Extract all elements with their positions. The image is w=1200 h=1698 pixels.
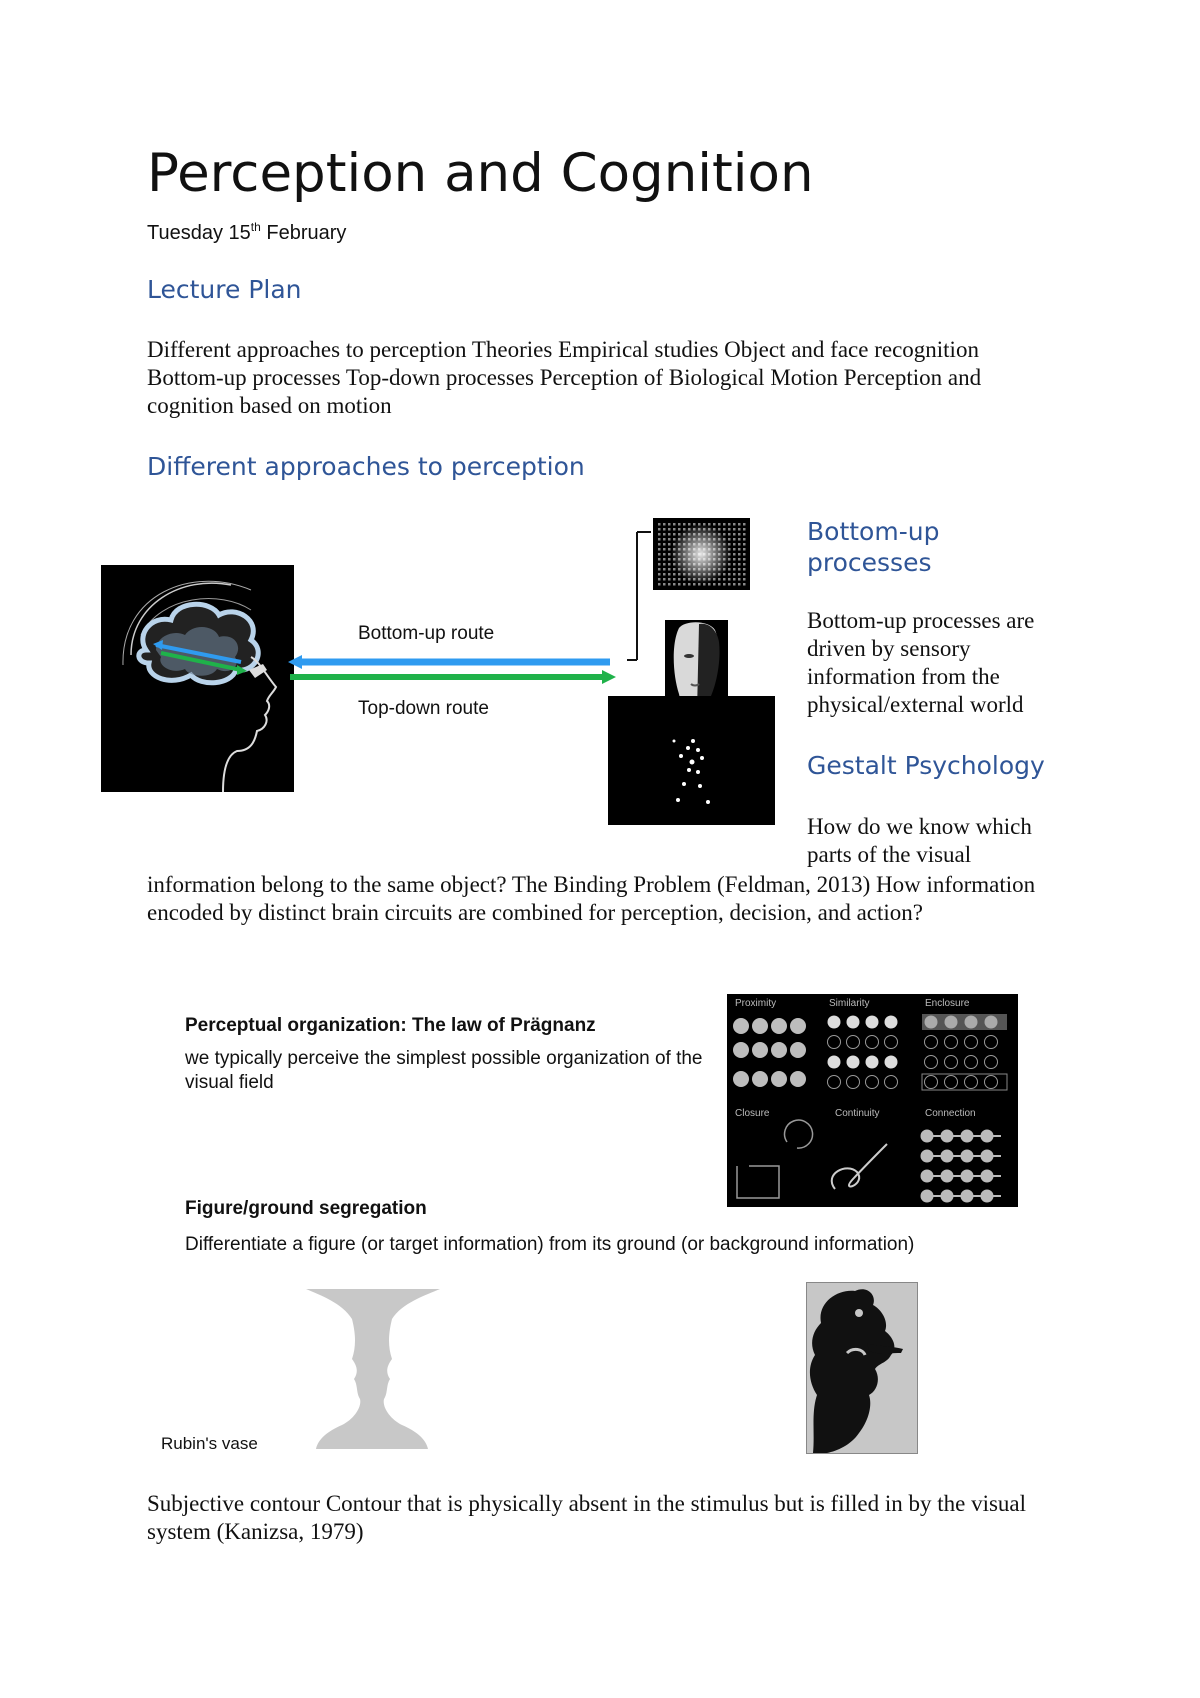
closure-label: Closure [735,1108,770,1119]
lecture-plan-text: Different approaches to perception Theories Empirical studies Object and face recognition Bottom-up processes Top-down processes Perception of Biological Motion Perception and cognition based on motion [147,337,982,418]
approaches-heading: Different approaches to perception [147,452,585,481]
bracket-connector [623,528,653,663]
proximity-label: Proximity [735,998,777,1009]
gestalt-heading: Gestalt Psychology [807,751,1045,780]
saxophonist-illusion-image [807,1283,917,1453]
route-arrows [288,655,618,685]
figure-ground-text: Differentiate a figure (or target information) from its ground (or background information) [185,1234,915,1255]
pragnanz-text: we typically perceive the simplest possible organization of the visual field [185,1048,703,1093]
connection-label: Connection [925,1108,976,1119]
sphere-illusion-image [653,518,750,590]
page-title: Perception and Cognition [147,143,814,204]
gestalt-text-full: information belong to the same object? The Binding Problem (Feldman, 2013) How information encoded by distinct brain circuits are combined for perception, decision, and action? [147,872,1036,925]
bottom-up-text: Bottom-up processes are driven by sensory information from the physical/external world [807,608,1035,717]
lecture-date: Tuesday 15th February [147,220,347,244]
top-down-route-label: Top-down route [358,698,489,719]
figure-ground-title: Figure/ground segregation [185,1198,427,1219]
bottom-up-heading: Bottom-up processes [807,517,940,577]
continuity-label: Continuity [835,1108,880,1119]
point-light-walker-image [608,696,775,825]
subjective-contour-text: Subjective contour Contour that is physically absent in the stimulus but is filled in by the visual system (Kanizsa, 1979) [147,1491,1027,1544]
bottom-up-route-label: Bottom-up route [358,623,495,644]
rubins-vase-label: Rubin's vase [161,1434,258,1453]
gestalt-principles-figure [727,994,1018,1207]
similarity-label: Similarity [829,998,870,1009]
pragnanz-title: Perceptual organization: The law of Prägnanz [185,1015,596,1036]
rubins-vase-image [306,1289,440,1449]
lecture-plan-heading: Lecture Plan [147,275,302,304]
enclosure-label: Enclosure [925,998,970,1009]
head-illustration [101,565,294,792]
gestalt-text-short: How do we know which parts of the visual [807,814,1032,867]
